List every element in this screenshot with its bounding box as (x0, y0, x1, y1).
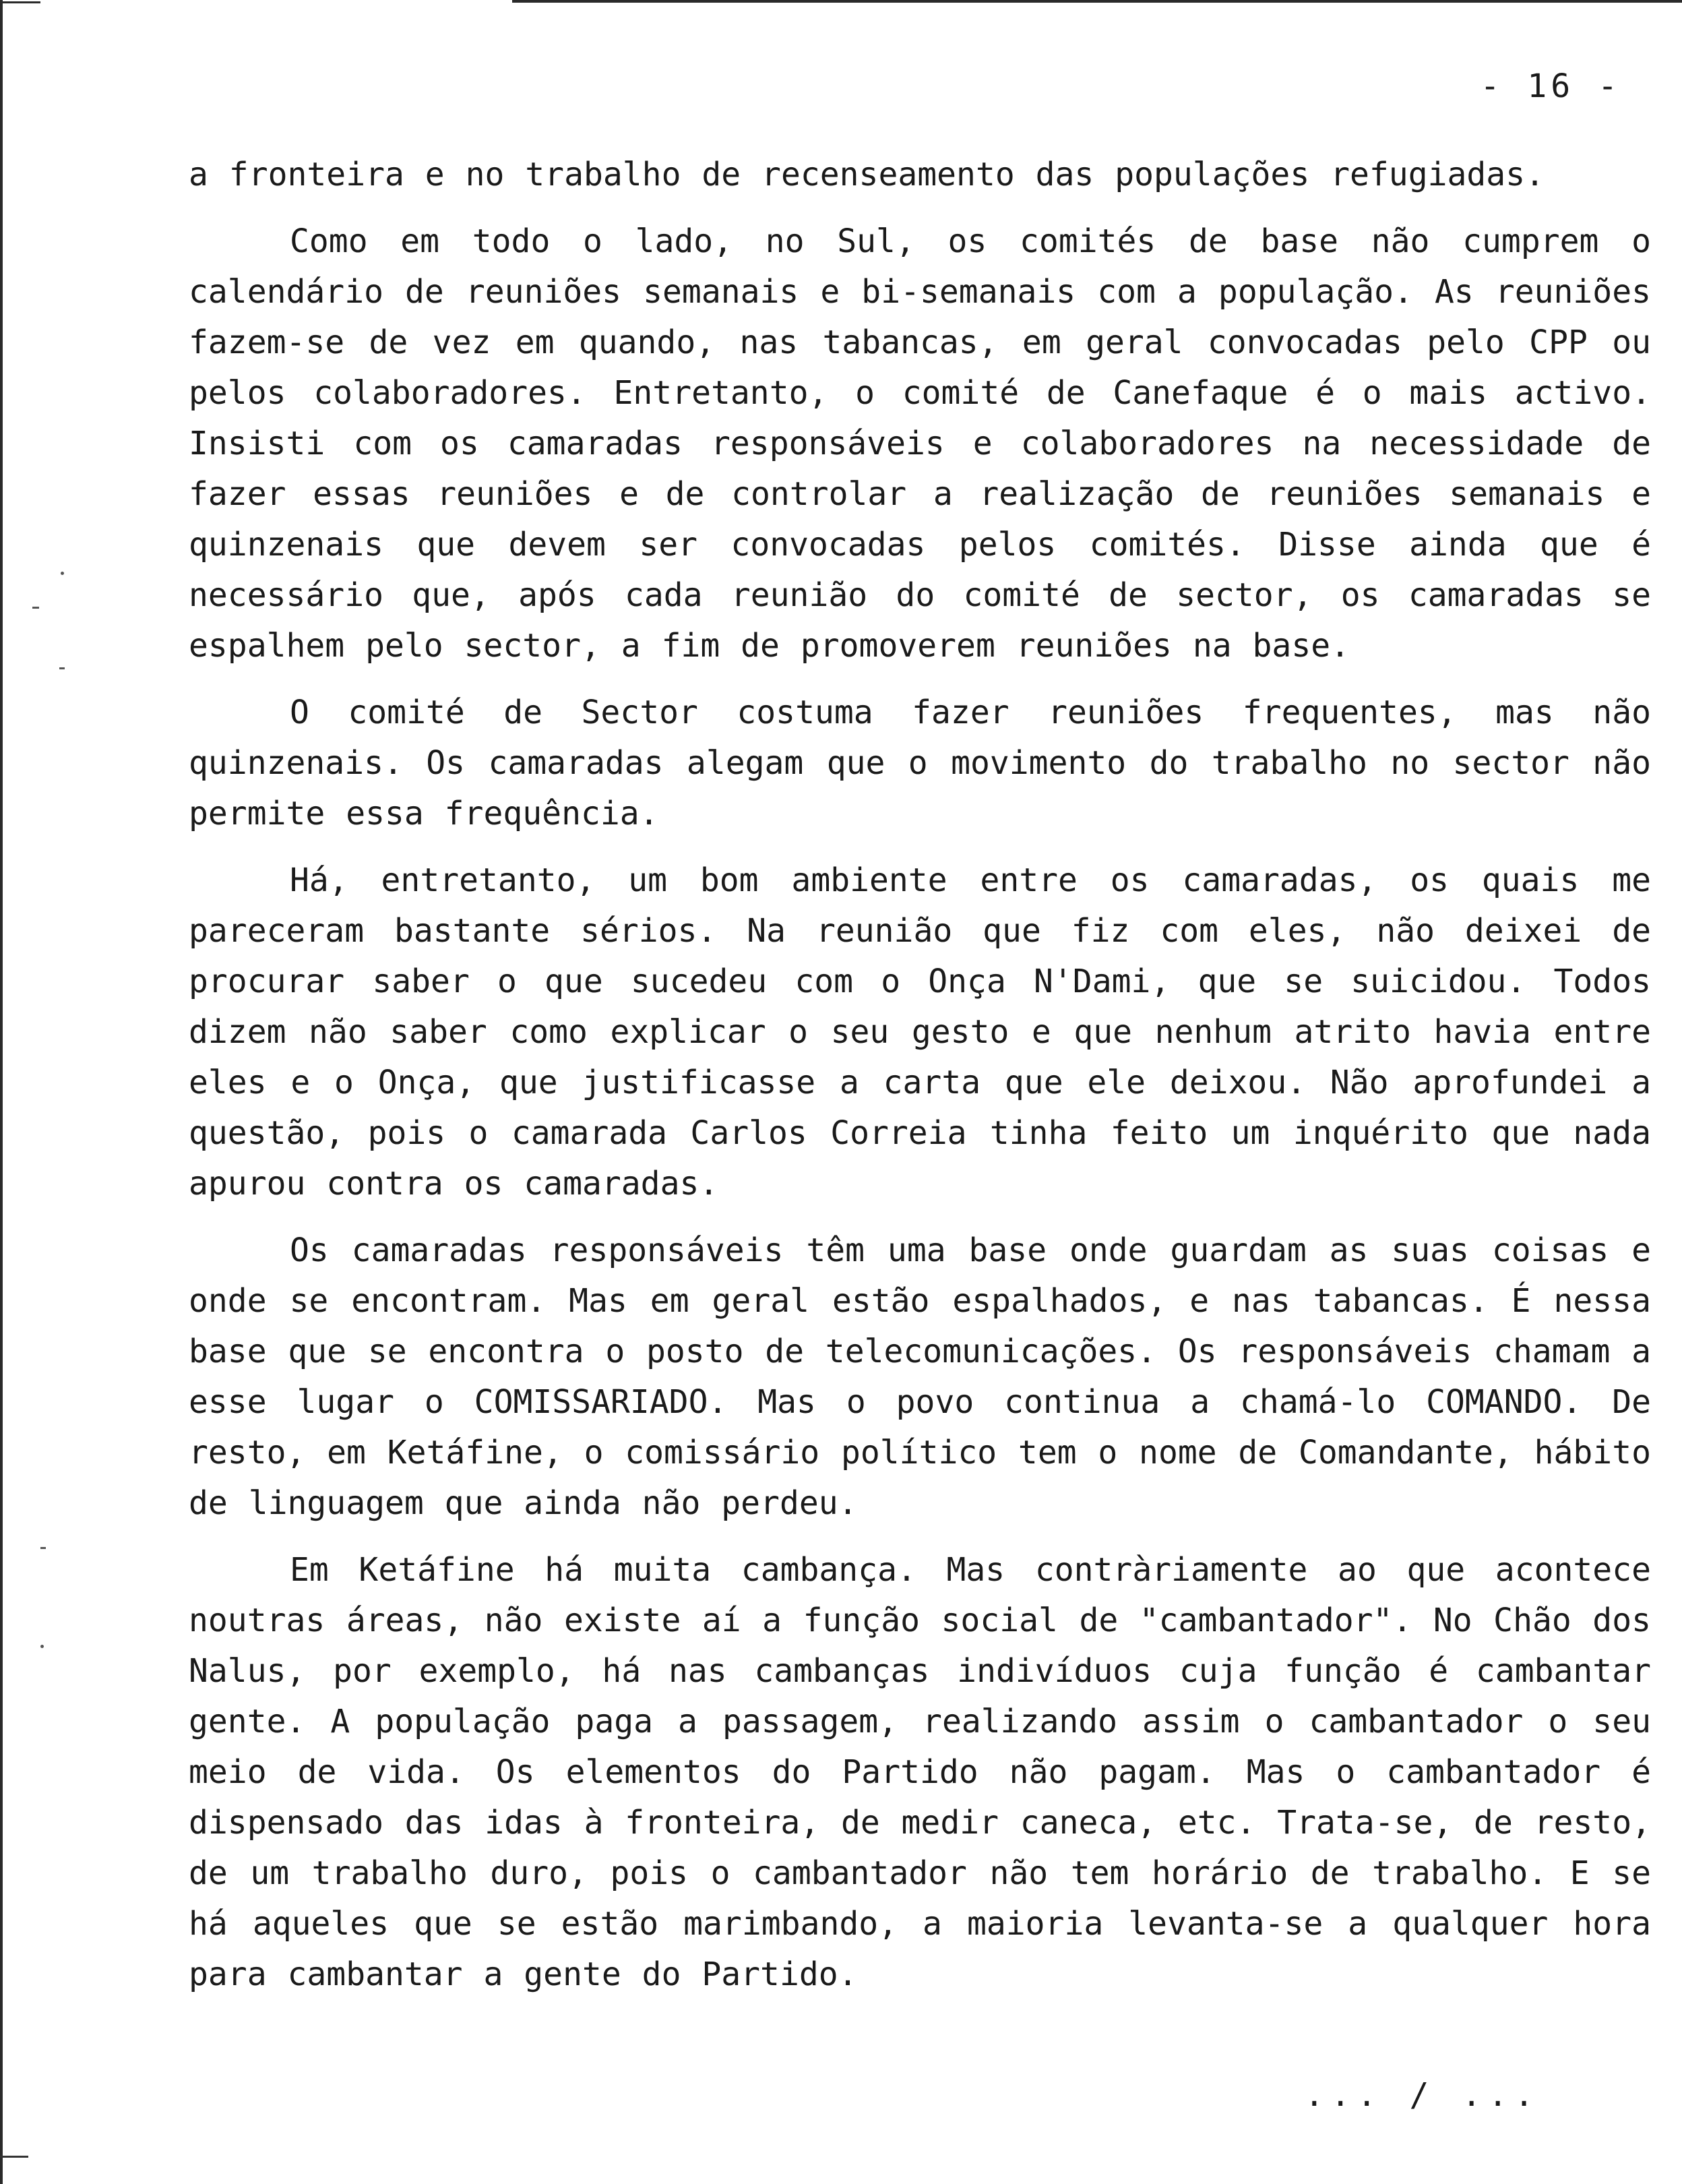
scan-speck (40, 1645, 44, 1648)
paragraph-continuation: a fronteira e no trabalho de recenseamento das populações refugiadas. (189, 156, 1545, 193)
body-text (189, 150, 1651, 2000)
paragraph-base-responsaveis: Os camaradas responsáveis têm uma base onde guardam as suas coisas e onde se encontram. Mas em geral estão espalhados, e nas tabancas. É nessa base que se encontra o posto de telecomunicações. Os responsáveis chamam a esse lugar o COMISSARIADO. Mas o povo continua a chamá-lo COMANDO. De resto, em Ketáfine, o comissário político tem o nome de Comandante, hábito de linguagem que ainda não perdeu. (189, 1232, 1651, 1522)
continuation-mark: ... / ... (1304, 2076, 1540, 2114)
paragraph-ambiente: Há, entretanto, um bom ambiente entre os camaradas, os quais me pareceram bastante sérios. Na reunião que fiz com eles, não deixei de procurar saber o que sucedeu com o Onça N'Dami, que se suicidou. Todos dizem não saber como explicar o seu gesto e que nenhum atrito havia entre eles e o Onça, que justificasse a carta que ele deixou. Não aprofundei a questão, pois o camarada Carlos Correia tinha feito um inquérito que nada apurou contra os camaradas. (189, 861, 1651, 1203)
scan-edge-stub (0, 1, 40, 3)
paragraph-comite-de-sector: O comité de Sector costuma fazer reuniões frequentes, mas não quinzenais. Os camaradas alegam que o movimento do trabalho no sector não permite essa frequência. (189, 694, 1651, 832)
scan-edge-left (0, 0, 3, 2184)
scan-speck (40, 1547, 46, 1549)
scan-speck (32, 607, 39, 609)
scan-edge-bottom (0, 2156, 28, 2158)
scan-edge-gap (0, 0, 512, 4)
paragraph-comites-de-base: Como em todo o lado, no Sul, os comités de base não cumprem o calendário de reuniões semanais e bi-semanais com a população. As reuniões fazem-se de vez em quando, nas tabancas, em geral convocadas pelo CPP ou pelos colaboradores. Entretanto, o comité de Canefaque é o mais activo. Insisti com os camaradas responsáveis e colaboradores na necessidade de fazer essas reuniões e de controlar a realização de reuniões semanais e quinzenais que devem ser convocadas pelos comités. Disse ainda que é necessário que, após cada reunião do comité de sector, os camaradas se espalhem pelo sector, a fim de promoverem reuniões na base. (189, 222, 1651, 665)
scan-speck (61, 572, 64, 575)
scan-speck (59, 667, 65, 669)
page-number: - 16 - (1480, 67, 1621, 105)
paragraph-cambanca: Em Ketáfine há muita cambança. Mas contràriamente ao que acontece noutras áreas, não existe aí a função social de "cambantador". No Chão dos Nalus, por exemplo, há nas cambanças indivíduos cuja função é cambantar gente. A população paga a passagem, realizando assim o cambantador o seu meio de vida. Os elementos do Partido não pagam. Mas o cambantador é dispensado das idas à fronteira, de medir caneca, etc. Trata-se, de resto, de um trabalho duro, pois o cambantador não tem horário de trabalho. E se há aqueles que se estão marimbando, a maioria levanta-se a qualquer hora para cambantar a gente do Partido. (189, 1551, 1651, 1993)
